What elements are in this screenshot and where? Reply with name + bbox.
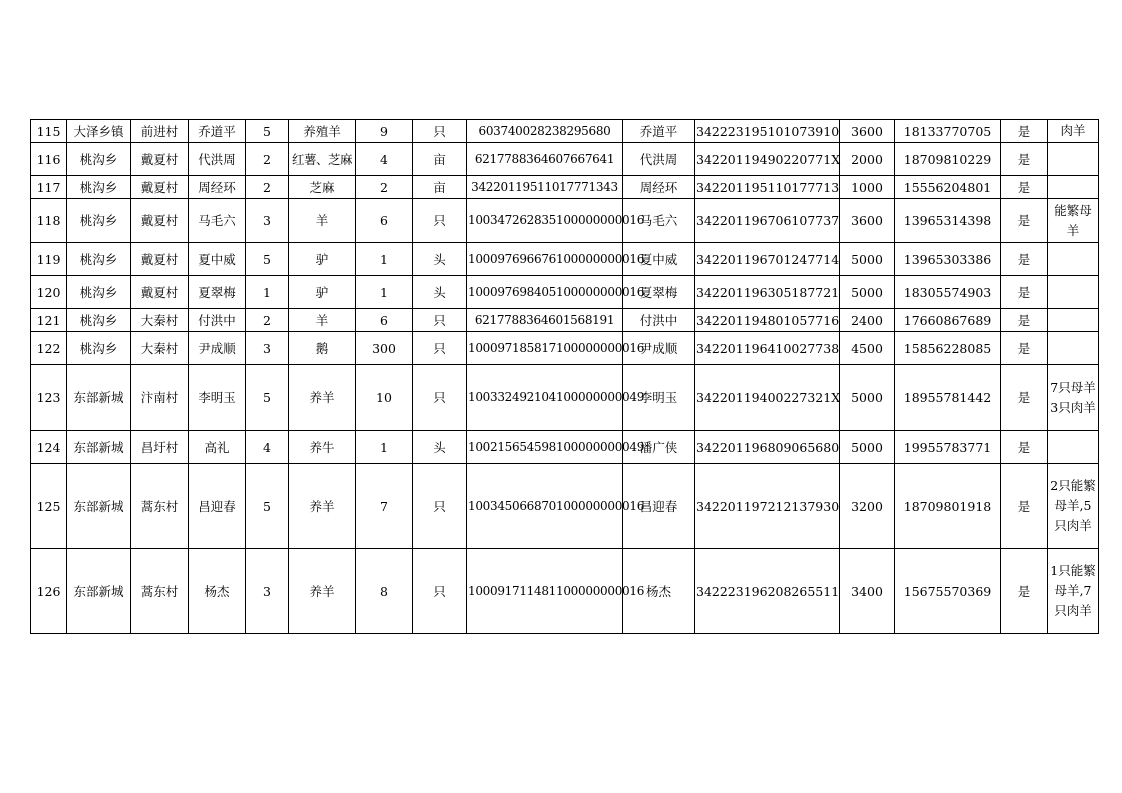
name-cell: 李明玉 — [189, 365, 246, 431]
account-number-cell: 100215654598100000000049 — [467, 431, 623, 464]
confirmed-cell: 是 — [1001, 199, 1048, 243]
phone-cell: 18955781442 — [895, 365, 1001, 431]
amount-cell: 2400 — [840, 309, 895, 332]
confirmed-cell: 是 — [1001, 332, 1048, 365]
quantity-cell: 6 — [356, 309, 413, 332]
account-number-cell: 100097698405100000000016 — [467, 276, 623, 309]
phone-cell: 18709801918 — [895, 464, 1001, 549]
id-number-cell: 342201196706107737 — [695, 199, 840, 243]
account-holder-cell: 付洪中 — [623, 309, 695, 332]
row-number-cell: 124 — [31, 431, 67, 464]
remark-cell — [1048, 431, 1099, 464]
phone-cell: 13965303386 — [895, 243, 1001, 276]
household-size-cell: 5 — [246, 365, 289, 431]
table-row — [31, 365, 1099, 431]
amount-cell: 3600 — [840, 120, 895, 143]
household-size-cell: 5 — [246, 120, 289, 143]
table-row — [31, 309, 1099, 332]
name-cell: 代洪周 — [189, 143, 246, 176]
project-cell: 羊 — [289, 199, 356, 243]
town-cell: 东部新城 — [67, 549, 131, 634]
quantity-cell: 7 — [356, 464, 413, 549]
village-cell: 前进村 — [131, 120, 189, 143]
confirmed-cell: 是 — [1001, 143, 1048, 176]
village-cell: 大秦村 — [131, 332, 189, 365]
account-number-cell: 100091711481100000000016 — [467, 549, 623, 634]
account-holder-cell: 潘广侠 — [623, 431, 695, 464]
id-number-cell: 342201197212137930 — [695, 464, 840, 549]
unit-cell: 只 — [413, 365, 467, 431]
id-number-cell: 342201196701247714 — [695, 243, 840, 276]
quantity-cell: 1 — [356, 431, 413, 464]
phone-cell: 15856228085 — [895, 332, 1001, 365]
remark-cell — [1048, 276, 1099, 309]
phone-cell: 15556204801 — [895, 176, 1001, 199]
quantity-cell: 300 — [356, 332, 413, 365]
remark-cell — [1048, 309, 1099, 332]
amount-cell: 5000 — [840, 276, 895, 309]
phone-cell: 18709810229 — [895, 143, 1001, 176]
account-number-cell: 100097696676100000000016 — [467, 243, 623, 276]
amount-cell: 1000 — [840, 176, 895, 199]
quantity-cell: 9 — [356, 120, 413, 143]
town-cell: 东部新城 — [67, 431, 131, 464]
name-cell: 尹成顺 — [189, 332, 246, 365]
village-cell: 戴夏村 — [131, 276, 189, 309]
unit-cell: 亩 — [413, 176, 467, 199]
account-holder-cell: 周经环 — [623, 176, 695, 199]
project-cell: 养羊 — [289, 365, 356, 431]
id-number-cell: 342201196410027738 — [695, 332, 840, 365]
quantity-cell: 1 — [356, 276, 413, 309]
unit-cell: 只 — [413, 120, 467, 143]
remark-cell — [1048, 143, 1099, 176]
row-number-cell: 116 — [31, 143, 67, 176]
household-size-cell: 5 — [246, 464, 289, 549]
phone-cell: 13965314398 — [895, 199, 1001, 243]
project-cell: 芝麻 — [289, 176, 356, 199]
name-cell: 周经环 — [189, 176, 246, 199]
confirmed-cell: 是 — [1001, 549, 1048, 634]
household-size-cell: 5 — [246, 243, 289, 276]
quantity-cell: 10 — [356, 365, 413, 431]
name-cell: 杨杰 — [189, 549, 246, 634]
account-holder-cell: 夏中威 — [623, 243, 695, 276]
town-cell: 桃沟乡 — [67, 309, 131, 332]
account-number-cell: 6217788364601568191 — [467, 309, 623, 332]
account-number-cell: 6217788364607667641 — [467, 143, 623, 176]
table-row — [31, 143, 1099, 176]
row-number-cell: 118 — [31, 199, 67, 243]
amount-cell: 5000 — [840, 431, 895, 464]
name-cell: 夏中威 — [189, 243, 246, 276]
village-cell: 蒿东村 — [131, 464, 189, 549]
confirmed-cell: 是 — [1001, 464, 1048, 549]
id-number-cell: 34220119490220771X — [695, 143, 840, 176]
household-size-cell: 3 — [246, 199, 289, 243]
table-row — [31, 120, 1099, 143]
amount-cell: 4500 — [840, 332, 895, 365]
project-cell: 鹅 — [289, 332, 356, 365]
town-cell: 东部新城 — [67, 464, 131, 549]
remark-cell — [1048, 332, 1099, 365]
id-number-cell: 342223196208265511 — [695, 549, 840, 634]
amount-cell: 3600 — [840, 199, 895, 243]
project-cell: 养殖羊 — [289, 120, 356, 143]
row-number-cell: 120 — [31, 276, 67, 309]
table-row — [31, 332, 1099, 365]
project-cell: 养羊 — [289, 464, 356, 549]
village-cell: 戴夏村 — [131, 143, 189, 176]
project-cell: 驴 — [289, 276, 356, 309]
table-row — [31, 549, 1099, 634]
amount-cell: 2000 — [840, 143, 895, 176]
village-cell: 大秦村 — [131, 309, 189, 332]
confirmed-cell: 是 — [1001, 176, 1048, 199]
id-number-cell: 34220119400227321X — [695, 365, 840, 431]
unit-cell: 只 — [413, 199, 467, 243]
amount-cell: 5000 — [840, 365, 895, 431]
row-number-cell: 123 — [31, 365, 67, 431]
unit-cell: 只 — [413, 309, 467, 332]
beneficiary-table — [30, 119, 1099, 634]
household-size-cell: 2 — [246, 176, 289, 199]
household-size-cell: 3 — [246, 332, 289, 365]
household-size-cell: 2 — [246, 309, 289, 332]
amount-cell: 3400 — [840, 549, 895, 634]
account-number-cell: 100347262835100000000016 — [467, 199, 623, 243]
unit-cell: 只 — [413, 464, 467, 549]
id-number-cell: 342201194801057716 — [695, 309, 840, 332]
quantity-cell: 1 — [356, 243, 413, 276]
town-cell: 大泽乡镇 — [67, 120, 131, 143]
phone-cell: 15675570369 — [895, 549, 1001, 634]
account-number-cell: 100097185817100000000016 — [467, 332, 623, 365]
row-number-cell: 122 — [31, 332, 67, 365]
row-number-cell: 121 — [31, 309, 67, 332]
unit-cell: 只 — [413, 549, 467, 634]
account-holder-cell: 尹成顺 — [623, 332, 695, 365]
project-cell: 驴 — [289, 243, 356, 276]
confirmed-cell: 是 — [1001, 276, 1048, 309]
household-size-cell: 2 — [246, 143, 289, 176]
account-number-cell: 34220119511017771343 — [467, 176, 623, 199]
unit-cell: 头 — [413, 276, 467, 309]
account-holder-cell: 代洪周 — [623, 143, 695, 176]
amount-cell: 5000 — [840, 243, 895, 276]
phone-cell: 17660867689 — [895, 309, 1001, 332]
town-cell: 桃沟乡 — [67, 143, 131, 176]
account-number-cell: 603740028238295680 — [467, 120, 623, 143]
project-cell: 红薯、芝麻 — [289, 143, 356, 176]
town-cell: 东部新城 — [67, 365, 131, 431]
confirmed-cell: 是 — [1001, 365, 1048, 431]
household-size-cell: 1 — [246, 276, 289, 309]
name-cell: 马毛六 — [189, 199, 246, 243]
table-row — [31, 464, 1099, 549]
project-cell: 羊 — [289, 309, 356, 332]
table-row — [31, 243, 1099, 276]
row-number-cell: 125 — [31, 464, 67, 549]
town-cell: 桃沟乡 — [67, 276, 131, 309]
confirmed-cell: 是 — [1001, 309, 1048, 332]
quantity-cell: 6 — [356, 199, 413, 243]
name-cell: 昌迎春 — [189, 464, 246, 549]
table-row — [31, 176, 1099, 199]
household-size-cell: 3 — [246, 549, 289, 634]
table-body — [31, 120, 1099, 634]
unit-cell: 头 — [413, 431, 467, 464]
account-number-cell: 100345066870100000000016 — [467, 464, 623, 549]
town-cell: 桃沟乡 — [67, 199, 131, 243]
project-cell: 养羊 — [289, 549, 356, 634]
remark-cell: 7只母羊3只肉羊 — [1048, 365, 1099, 431]
account-holder-cell: 杨杰 — [623, 549, 695, 634]
table-row — [31, 276, 1099, 309]
village-cell: 戴夏村 — [131, 243, 189, 276]
village-cell: 汴南村 — [131, 365, 189, 431]
account-number-cell: 100332492104100000000049 — [467, 365, 623, 431]
remark-cell: 肉羊 — [1048, 120, 1099, 143]
id-number-cell: 342201196305187721 — [695, 276, 840, 309]
confirmed-cell: 是 — [1001, 431, 1048, 464]
unit-cell: 亩 — [413, 143, 467, 176]
name-cell: 付洪中 — [189, 309, 246, 332]
account-holder-cell: 乔道平 — [623, 120, 695, 143]
table-row — [31, 199, 1099, 243]
phone-cell: 18133770705 — [895, 120, 1001, 143]
project-cell: 养牛 — [289, 431, 356, 464]
phone-cell: 19955783771 — [895, 431, 1001, 464]
village-cell: 戴夏村 — [131, 176, 189, 199]
remark-cell: 2只能繁母羊,5只肉羊 — [1048, 464, 1099, 549]
confirmed-cell: 是 — [1001, 243, 1048, 276]
account-holder-cell: 昌迎春 — [623, 464, 695, 549]
town-cell: 桃沟乡 — [67, 243, 131, 276]
id-number-cell: 342201195110177713 — [695, 176, 840, 199]
quantity-cell: 2 — [356, 176, 413, 199]
id-number-cell: 342201196809065680 — [695, 431, 840, 464]
table-row — [31, 431, 1099, 464]
quantity-cell: 8 — [356, 549, 413, 634]
town-cell: 桃沟乡 — [67, 176, 131, 199]
account-holder-cell: 马毛六 — [623, 199, 695, 243]
quantity-cell: 4 — [356, 143, 413, 176]
confirmed-cell: 是 — [1001, 120, 1048, 143]
household-size-cell: 4 — [246, 431, 289, 464]
unit-cell: 头 — [413, 243, 467, 276]
amount-cell: 3200 — [840, 464, 895, 549]
remark-cell: 1只能繁母羊,7只肉羊 — [1048, 549, 1099, 634]
name-cell: 夏翠梅 — [189, 276, 246, 309]
village-cell: 蒿东村 — [131, 549, 189, 634]
remark-cell — [1048, 243, 1099, 276]
town-cell: 桃沟乡 — [67, 332, 131, 365]
village-cell: 昌圩村 — [131, 431, 189, 464]
row-number-cell: 115 — [31, 120, 67, 143]
row-number-cell: 126 — [31, 549, 67, 634]
account-holder-cell: 夏翠梅 — [623, 276, 695, 309]
unit-cell: 只 — [413, 332, 467, 365]
phone-cell: 18305574903 — [895, 276, 1001, 309]
village-cell: 戴夏村 — [131, 199, 189, 243]
account-holder-cell: 李明玉 — [623, 365, 695, 431]
name-cell: 高礼 — [189, 431, 246, 464]
remark-cell — [1048, 176, 1099, 199]
row-number-cell: 119 — [31, 243, 67, 276]
remark-cell: 能繁母羊 — [1048, 199, 1099, 243]
id-number-cell: 342223195101073910 — [695, 120, 840, 143]
name-cell: 乔道平 — [189, 120, 246, 143]
row-number-cell: 117 — [31, 176, 67, 199]
